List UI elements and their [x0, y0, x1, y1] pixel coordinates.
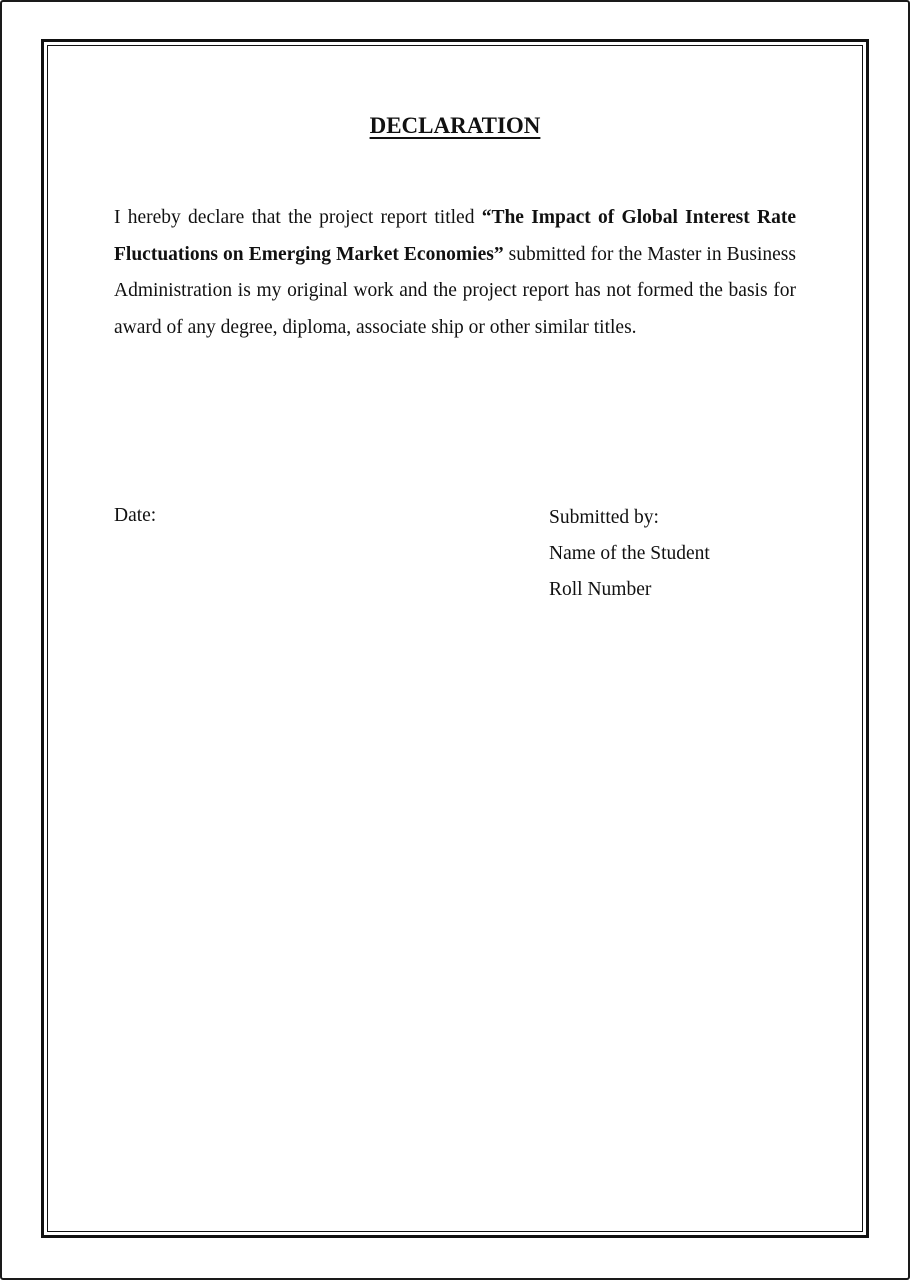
declaration-rest: submitted for the Master in Business Administration is my original work and the project report has not formed the basis for award of any degree, diploma, associate ship or other similar titles. — [114, 243, 796, 338]
declaration-paragraph — [114, 200, 796, 346]
student-name-label: Name of the Student — [549, 543, 710, 564]
submitted-by-label: Submitted by: — [549, 507, 659, 528]
report-title: “The Impact of Global Interest Rate Fluctuations on Emerging Market Economies” — [114, 207, 796, 265]
declaration-intro: I hereby declare that the project report titled — [114, 207, 482, 228]
page-title: DECLARATION — [369, 113, 541, 138]
date-label: Date: — [114, 505, 157, 526]
roll-number-label: Roll Number — [549, 579, 652, 600]
signature-block — [549, 500, 710, 608]
